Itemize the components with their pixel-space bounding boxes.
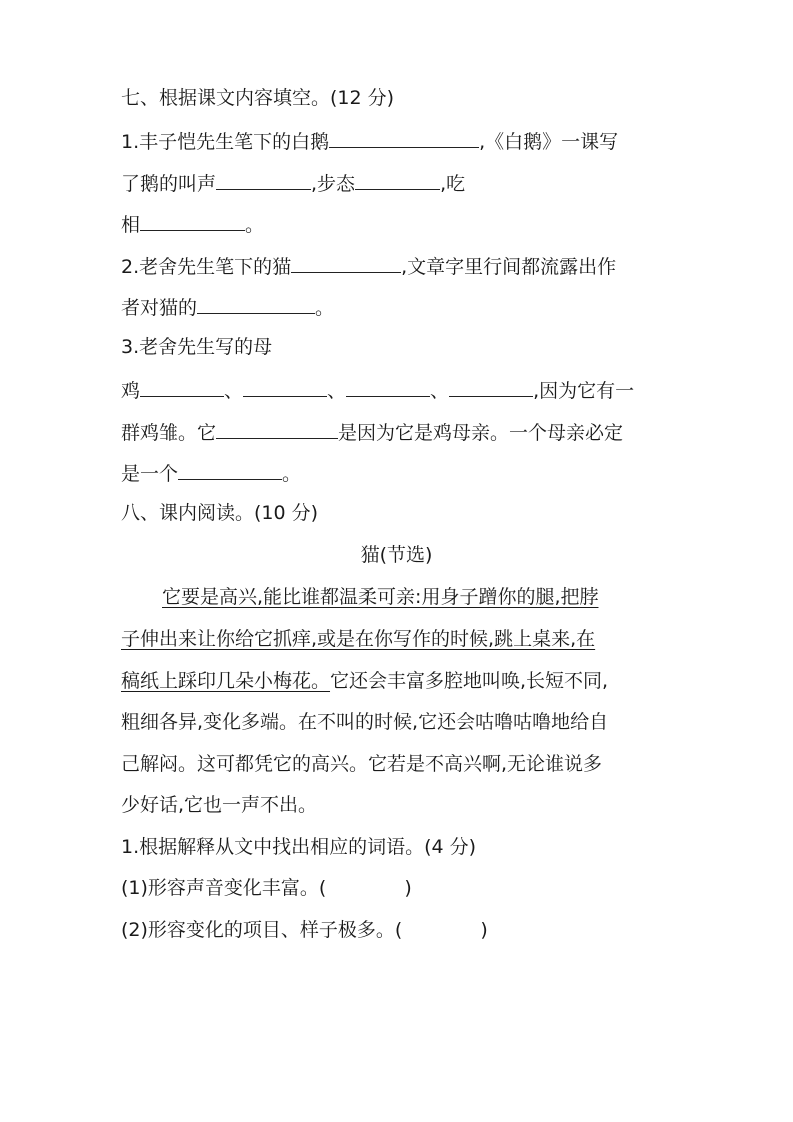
blank-goose-call[interactable] bbox=[216, 169, 311, 190]
q7-1-text-b: ,《白鹅》一课写 bbox=[479, 131, 619, 153]
separator: 、 bbox=[224, 380, 244, 402]
passage-text: 它还会丰富多腔地叫唤,长短不同, bbox=[330, 670, 609, 692]
q7-1-line-2 bbox=[121, 169, 683, 196]
q7-3-text-e: 是因为它是鸡母亲。一个母亲必定 bbox=[338, 422, 624, 444]
blank-hen-reason[interactable] bbox=[216, 418, 338, 439]
underlined-sentence: 稿纸上踩印几朵小梅花。 bbox=[121, 670, 331, 692]
underlined-sentence: 子伸出来让你给它抓痒,或是在你写作的时候,跳上桌来,在 bbox=[121, 628, 596, 650]
q7-1-text-c: 了鹅的叫声 bbox=[121, 173, 217, 195]
q7-3-line-1: 3.老舍先生写的母 bbox=[121, 336, 273, 358]
q7-1-text-d: ,步态 bbox=[311, 173, 356, 195]
passage-title: 猫(节选) bbox=[360, 544, 433, 566]
q7-2-text-a: 2.老舍先生笔下的猫 bbox=[121, 256, 292, 278]
passage-line-1 bbox=[162, 585, 683, 609]
q7-3-line-4 bbox=[121, 459, 683, 486]
close-paren: ) bbox=[404, 877, 412, 899]
q8-1-sub-2 bbox=[121, 918, 683, 942]
q7-2-text-d: 。 bbox=[315, 297, 335, 319]
q7-3-line-2 bbox=[121, 376, 683, 403]
blank-hen-3[interactable] bbox=[346, 376, 430, 397]
blank-feeling-for-cat[interactable] bbox=[197, 293, 315, 314]
q8-1-title: 1.根据解释从文中找出相应的词语。(4 分) bbox=[121, 836, 477, 858]
separator: 、 bbox=[327, 380, 347, 402]
blank-cat[interactable] bbox=[291, 252, 401, 273]
q7-1-text-a: 1.丰子恺先生笔下的白鹅 bbox=[121, 131, 330, 153]
blank-mother[interactable] bbox=[178, 459, 282, 480]
q7-3-text-c: ,因为它有一 bbox=[533, 380, 635, 402]
q7-1-line-1 bbox=[121, 127, 683, 154]
section-8-title: 八、课内阅读。(10 分) bbox=[121, 502, 319, 524]
blank-goose-eating[interactable] bbox=[140, 210, 245, 231]
q7-3-text-d: 群鸡雏。它 bbox=[121, 422, 217, 444]
blank-goose-gait[interactable] bbox=[355, 169, 440, 190]
blank-hen-1[interactable] bbox=[140, 376, 224, 397]
passage-line-5: 己解闷。这可都凭它的高兴。它若是不高兴啊,无论谁说多 bbox=[121, 753, 603, 775]
close-paren: ) bbox=[480, 919, 488, 941]
q7-1-text-e: ,吃 bbox=[440, 173, 466, 195]
q7-2-line-2 bbox=[121, 293, 683, 320]
q7-1-text-g: 。 bbox=[245, 214, 265, 236]
separator: 、 bbox=[430, 380, 450, 402]
q7-2-text-b: ,文章字里行间都流露出作 bbox=[401, 256, 617, 278]
blank-hen-2[interactable] bbox=[243, 376, 327, 397]
passage-line-6: 少好话,它也一声不出。 bbox=[121, 794, 318, 816]
q7-1-text-f: 相 bbox=[121, 214, 141, 236]
q7-3-line-3 bbox=[121, 418, 683, 445]
section-7-title: 七、根据课文内容填空。(12 分) bbox=[121, 87, 395, 109]
blank-white-goose[interactable] bbox=[329, 127, 479, 148]
blank-hen-4[interactable] bbox=[449, 376, 533, 397]
q7-1-line-3 bbox=[121, 210, 683, 237]
underlined-sentence: 它要是高兴,能比谁都温柔可亲:用身子蹭你的腿,把脖 bbox=[162, 586, 599, 608]
q7-2-line-1 bbox=[121, 252, 683, 279]
q7-3-text-b: 鸡 bbox=[121, 380, 141, 402]
passage-line-3 bbox=[121, 669, 683, 693]
q7-3-text-f: 是一个 bbox=[121, 463, 179, 485]
passage-line-4: 粗细各异,变化多端。在不叫的时候,它还会咕噜咕噜地给自 bbox=[121, 711, 609, 733]
sub-1-text: (1)形容声音变化丰富。( bbox=[121, 877, 327, 899]
q8-1-sub-1 bbox=[121, 876, 683, 900]
q7-3-text-g: 。 bbox=[282, 463, 302, 485]
sub-2-text: (2)形容变化的项目、样子极多。( bbox=[121, 919, 403, 941]
q7-2-text-c: 者对猫的 bbox=[121, 297, 198, 319]
passage-line-2 bbox=[121, 627, 683, 651]
